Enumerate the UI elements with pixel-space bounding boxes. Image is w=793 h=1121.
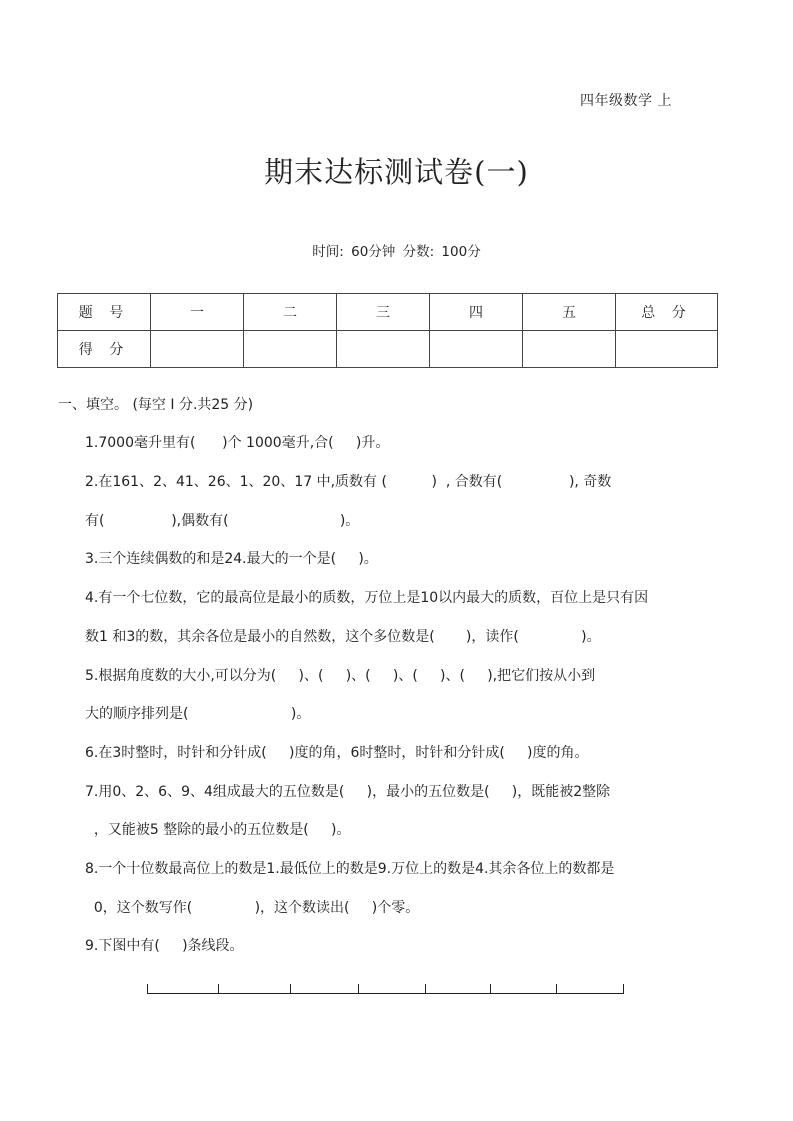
table-header-cell: 五: [523, 294, 616, 331]
score-label-cell: 得 分: [58, 331, 151, 368]
segment-tick: [490, 984, 491, 994]
table-header-cell: 四: [430, 294, 523, 331]
score-cell[interactable]: [430, 331, 523, 368]
segment-tick: [358, 984, 359, 994]
question-line: 1.7000毫升里有( )个 1000毫升,合( )升。: [85, 435, 390, 451]
question-line: 7.用0、2、6、9、4组成最大的五位数是( )，最小的五位数是( )，既能被2整除: [85, 784, 611, 800]
question-line: ，又能被5 整除的最小的五位数是( )。: [85, 822, 351, 838]
table-header-cell: 题 号: [58, 294, 151, 331]
segment-tick: [425, 984, 426, 994]
question-line: 9.下图中有( )条线段。: [85, 938, 244, 954]
score-table: [57, 293, 718, 368]
grade-label: 四年级数学 上: [580, 93, 672, 109]
table-row: [58, 294, 718, 331]
section-heading: 一、填空。 (每空 I 分.共25 分): [58, 397, 254, 413]
question-line: 8.一个十位数最高位上的数是1.最低位上的数是9.万位上的数是4.其余各位上的数都是: [85, 861, 615, 877]
exam-meta: 时间: 60分钟 分数: 100分: [312, 244, 481, 260]
table-header-cell: 三: [337, 294, 430, 331]
segment-tick: [556, 984, 557, 994]
question-line: 大的顺序排列是( )。: [85, 706, 311, 722]
table-header-cell: 二: [244, 294, 337, 331]
page-title: 期末达标测试卷(一): [264, 155, 529, 189]
score-cell[interactable]: [616, 331, 718, 368]
score-cell[interactable]: [337, 331, 430, 368]
table-header-cell: 一: [151, 294, 244, 331]
question-line: 有( ),偶数有( )。: [85, 513, 360, 529]
score-cell[interactable]: [151, 331, 244, 368]
table-row: [58, 331, 718, 368]
question-line: 6.在3时整时，时针和分针成( )度的角，6时整时，时针和分针成( )度的角。: [85, 745, 589, 761]
score-cell[interactable]: [244, 331, 337, 368]
score-cell[interactable]: [523, 331, 616, 368]
segment-tick: [290, 984, 291, 994]
segment-tick: [218, 984, 219, 994]
question-line: 3.三个连续偶数的和是24.最大的一个是( )。: [85, 551, 378, 567]
question-line: 5.根据角度数的大小,可以分为( )、( )、( )、( )、( ),把它们按从小到: [85, 668, 596, 684]
segment-tick: [623, 984, 624, 994]
question-line: 2.在161、2、41、26、1、20、17 中,质数有 ( ) , 合数有( ), 奇数: [85, 474, 612, 490]
table-header-cell: 总 分: [616, 294, 718, 331]
segment-tick: [147, 984, 148, 994]
question-line: 0，这个数写作( )，这个数读出( )个零。: [85, 900, 420, 916]
question-line: 数1 和3的数，其余各位是最小的自然数，这个多位数是( )，读作( )。: [85, 629, 601, 645]
question-line: 4.有一个七位数，它的最高位是最小的质数，万位上是10以内最大的质数，百位上是只有因: [85, 590, 649, 606]
